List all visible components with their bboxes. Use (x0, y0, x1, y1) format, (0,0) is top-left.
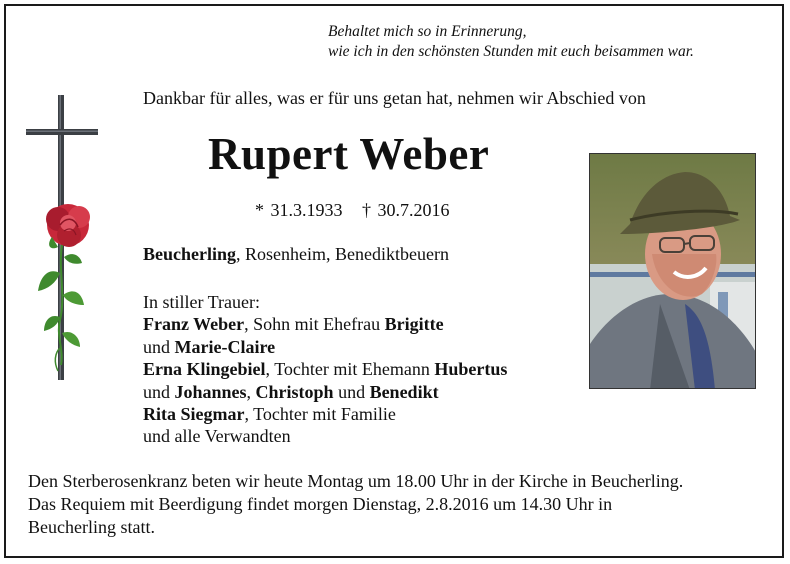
portrait-photo-image (590, 154, 756, 389)
relation-text: und (333, 381, 370, 402)
relation-text: und (143, 381, 175, 402)
places (143, 244, 449, 265)
relation-text: , Tochter mit Familie (244, 404, 396, 425)
service-line-3: Beucherling statt. (28, 517, 155, 537)
mourner-line-5 (143, 403, 507, 425)
service-info (28, 470, 683, 539)
service-line-1: Den Sterberosenkranz beten wir heute Montag um 18.00 Uhr in der Kirche in Beucherling. (28, 471, 684, 491)
relation-text: , Sohn mit Ehefrau (244, 314, 385, 335)
mourner-name: Hubertus (434, 359, 508, 380)
mourner-name: Marie-Claire (174, 336, 276, 357)
mourner-name: Rita Siegmar (143, 404, 245, 425)
mourner-name: Johannes (174, 381, 247, 402)
deceased-name: Rupert Weber (208, 129, 490, 179)
intro-text: Dankbar für alles, was er für uns getan hat, nehmen wir Abschied von (143, 88, 646, 108)
mourner-name: Erna Klingebiel (143, 359, 266, 380)
mourner-line-2 (143, 336, 507, 358)
mourners-list (143, 291, 507, 448)
mourner-line-4 (143, 381, 507, 403)
birth-date: * 31.3.1933 (255, 200, 343, 220)
main-place: Beucherling (143, 244, 236, 264)
cross-with-rose-icon (24, 95, 100, 385)
mourner-name: Christoph (255, 381, 334, 402)
mourner-name: Brigitte (384, 314, 444, 335)
portrait-photo (589, 153, 756, 389)
quote-line-2: wie ich in den schönsten Stunden mit euch beisammen war. (328, 43, 694, 60)
relation-text: , (246, 381, 256, 402)
death-date: † 30.7.2016 (362, 200, 450, 220)
relation-text: , Tochter mit Ehemann (265, 359, 435, 380)
life-dates (255, 200, 450, 221)
quote-line-1: Behaltet mich so in Erinnerung, (328, 23, 527, 40)
other-places: , Rosenheim, Benediktbeuern (236, 244, 449, 264)
memorial-quote (328, 22, 694, 62)
mourner-line-3 (143, 358, 507, 380)
mourner-name: Franz Weber (143, 314, 245, 335)
mourner-name: Benedikt (369, 381, 439, 402)
mourning-heading: In stiller Trauer: (143, 292, 260, 312)
mourner-line-6: und alle Verwandten (143, 426, 291, 447)
service-line-2: Das Requiem mit Beerdigung findet morgen Dienstag, 2.8.2016 um 14.30 Uhr in (28, 494, 613, 514)
mourner-line-1 (143, 313, 507, 335)
relation-text: und (143, 336, 175, 357)
